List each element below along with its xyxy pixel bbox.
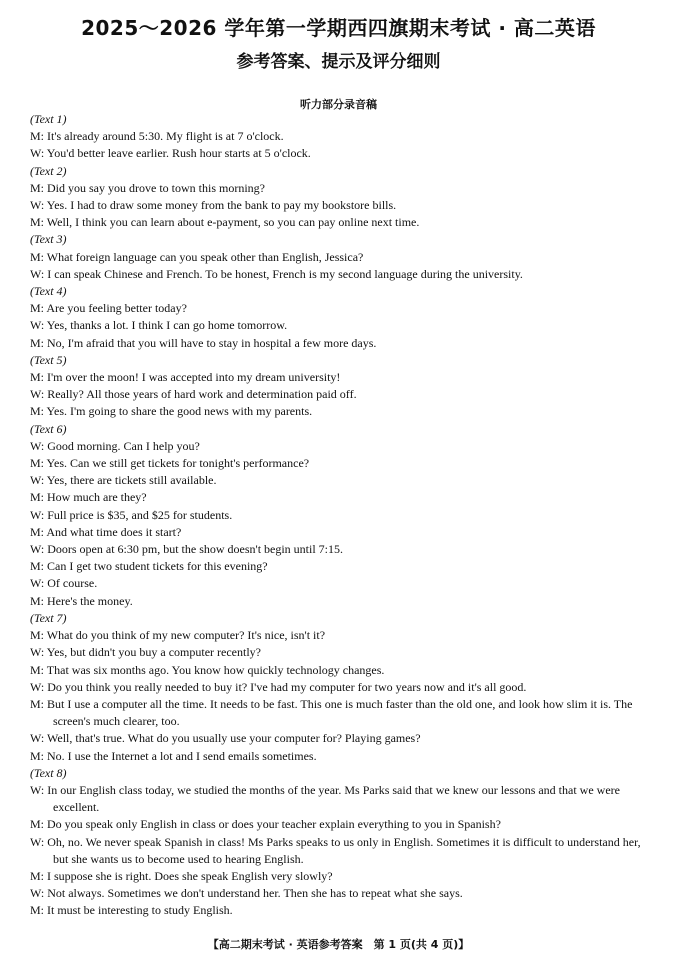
dialogue-line: M: Well, I think you can learn about e-payment, so you can pay online next time. (30, 215, 420, 230)
dialogue-line: M: Are you feeling better today? (30, 301, 187, 316)
dialogue-line: W: Oh, no. We never speak Spanish in class! Ms Parks speaks to us only in English. Sometimes it is difficult to understand her, but she wants us to become used to hearing English. (30, 834, 641, 866)
dialogue-line: W: Yes, there are tickets still available. (30, 473, 217, 488)
dialogue-line: M: I suppose she is right. Does she speak English very slowly? (30, 868, 333, 883)
dialogue-line: W: Yes. I had to draw some money from the bank to pay my bookstore bills. (30, 198, 397, 213)
dialogue-line: W: Well, that's true. What do you usually use your computer for? Playing games? (30, 731, 421, 746)
dialogue-line: W: Do you think you really needed to buy it? I've had my computer for two years now and it's all good. (30, 679, 527, 694)
page-footer: 【高二期末考试 · 英语参考答案 第 1 页(共 4 页)】 (207, 938, 470, 951)
dialogue-line: M: It's already around 5:30. My flight is at 7 o'clock. (30, 129, 284, 144)
text-section-label: (Text 6) (30, 421, 67, 436)
text-section-label: (Text 4) (30, 284, 67, 299)
dialogue-line: W: In our English class today, we studied the months of the year. Ms Parks said that we knew our lessons and that we were excellent. (30, 782, 620, 815)
dialogue-line: M: Yes. Can we still get tickets for tonight's performance? (30, 456, 310, 471)
dialogue-line: M: How much are they? (30, 490, 147, 505)
dialogue-line: W: Yes, but didn't you buy a computer recently? (30, 645, 262, 660)
dialogue-line: M: Did you say you drove to town this morning? (30, 180, 265, 195)
dialogue-line: M: What foreign language can you speak other than English, Jessica? (30, 249, 364, 264)
dialogue-line: M: And what time does it start? (30, 524, 182, 539)
dialogue-line: M: That was six months ago. You know how quickly technology changes. (30, 662, 385, 677)
transcript (30, 111, 655, 920)
dialogue-line: M: Do you speak only English in class or does your teacher explain everything to you in Spanish? (30, 817, 501, 832)
dialogue-line: M: It must be interesting to study English. (30, 903, 233, 918)
dialogue-line: M: Yes. I'm going to share the good news with my parents. (30, 404, 313, 419)
dialogue-line: W: Good morning. Can I help you? (30, 438, 200, 453)
dialogue-line: M: But I use a computer all the time. It needs to be fast. This one is much faster than the old one, and look how slim it is. The screen's much clearer, too. (30, 696, 633, 729)
dialogue-line: W: Of course. (30, 576, 98, 591)
dialogue-line: W: Full price is $35, and $25 for students. (30, 507, 233, 522)
dialogue-line: W: Really? All those years of hard work and determination paid off. (30, 387, 357, 402)
dialogue-line: W: Yes, thanks a lot. I think I can go home tomorrow. (30, 318, 288, 333)
text-section-label: (Text 7) (30, 610, 67, 625)
text-section-label: (Text 2) (30, 163, 67, 178)
dialogue-line: M: No. I use the Internet a lot and I send emails sometimes. (30, 748, 317, 763)
dialogue-line: W: Doors open at 6:30 pm, but the show doesn't begin until 7:15. (30, 542, 344, 557)
text-section-label: (Text 8) (30, 765, 67, 780)
dialogue-line: M: Can I get two student tickets for this evening? (30, 559, 268, 574)
dialogue-line: M: No, I'm afraid that you will have to stay in hospital a few more days. (30, 335, 377, 350)
document-title: 2025～2026 学年第一学期西四旗期末考试 · 高二英语 (81, 16, 596, 40)
text-section-label: (Text 1) (30, 112, 67, 126)
text-section-label: (Text 5) (30, 352, 67, 367)
text-section-label: (Text 3) (30, 232, 67, 247)
document-subtitle: 参考答案、提示及评分细则 (236, 52, 441, 72)
dialogue-line: M: Here's the money. (30, 593, 133, 608)
dialogue-line: W: Not always. Sometimes we don't understand her. Then she has to repeat what she says. (30, 886, 463, 901)
dialogue-line: M: What do you think of my new computer? It's nice, isn't it? (30, 628, 326, 643)
dialogue-line: W: I can speak Chinese and French. To be honest, French is my second language during the university. (30, 266, 523, 281)
dialogue-line: M: I'm over the moon! I was accepted into my dream university! (30, 370, 341, 385)
section-heading: 听力部分录音稿 (300, 98, 377, 111)
dialogue-line: W: You'd better leave earlier. Rush hour starts at 5 o'clock. (30, 146, 311, 161)
